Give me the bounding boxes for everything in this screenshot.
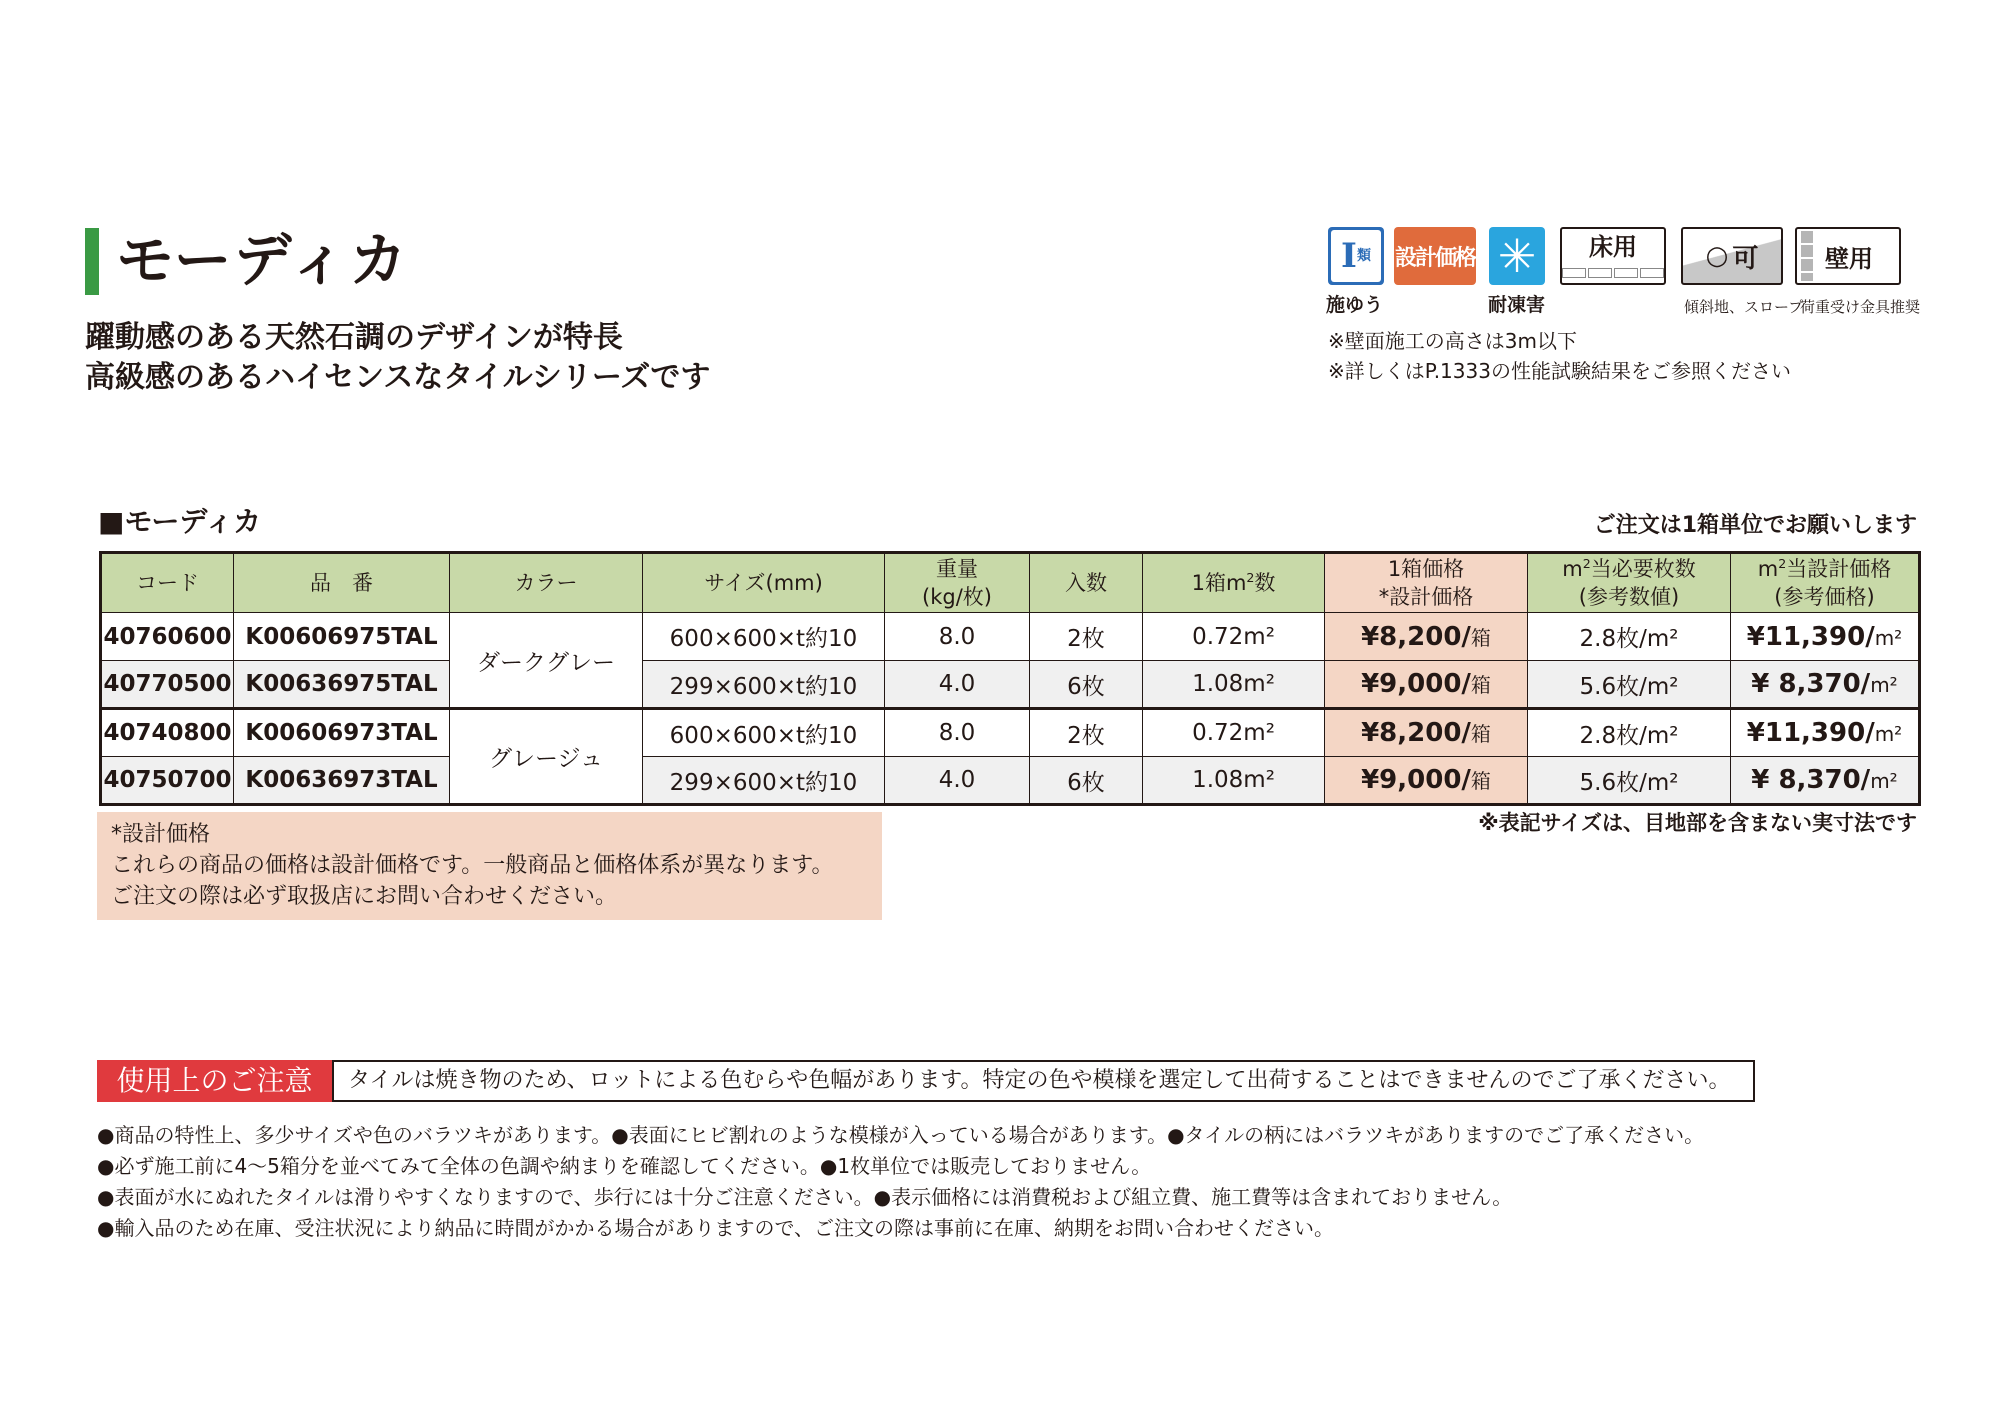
row-color: ダークグレー — [450, 613, 643, 709]
row-qty: 6枚 — [1030, 757, 1143, 805]
row-size: 600×600×t約10 — [643, 709, 885, 757]
row-color: グレージュ — [450, 709, 643, 805]
row-weight: 8.0 — [885, 613, 1030, 661]
row-design-price: ¥ 8,370/m² — [1731, 661, 1920, 709]
frost-resistance-icon — [1489, 227, 1545, 285]
row-box-m2: 0.72m² — [1143, 613, 1325, 661]
table-row — [101, 757, 1920, 805]
header-required-line2: (参考数値) — [1578, 585, 1680, 609]
page-title: モーディカ — [116, 226, 410, 294]
row-design-price: ¥11,390/m² — [1731, 613, 1920, 661]
snowflake-icon: ✳ — [1497, 229, 1537, 283]
header-box-price — [1325, 553, 1528, 613]
subtitle-line-1: 躍動感のある天然石調のデザインが特長 — [85, 320, 623, 355]
header-design-line2: (参考価格) — [1774, 585, 1875, 609]
header-weight-line1: 重量 — [936, 557, 978, 581]
row-box-m2: 1.08m² — [1143, 661, 1325, 709]
slope-ok-icon — [1681, 227, 1783, 285]
floor-use-icon — [1560, 227, 1666, 285]
header-qty: 入数 — [1030, 553, 1143, 613]
row-price: ¥9,000/箱 — [1325, 757, 1528, 805]
row-qty: 6枚 — [1030, 661, 1143, 709]
design-price-line-1: これらの商品の価格は設計価格です。一般商品と価格体系が異なります。 — [111, 853, 834, 878]
caution-bullet-list — [97, 1120, 1704, 1244]
design-price-line-2: ご注文の際は必ず取扱店にお問い合わせください。 — [111, 884, 618, 909]
header-required-tiles — [1528, 553, 1731, 613]
row-design-price: ¥ 8,370/m² — [1731, 757, 1920, 805]
row-design-price: ¥11,390/m² — [1731, 709, 1920, 757]
row-price: ¥8,200/箱 — [1325, 613, 1528, 661]
floor-use-label: 床用 — [1589, 233, 1637, 261]
class-icon-numeral: I — [1341, 236, 1357, 276]
list-item: ●必ず施工前に4～5箱分を並べてみて全体の色調や納まりを確認してください。●1枚単位では販売しておりません。 — [97, 1154, 1152, 1178]
wall-use-icon — [1795, 227, 1901, 285]
row-box-m2: 1.08m² — [1143, 757, 1325, 805]
class-icon-caption: 施ゆう — [1326, 294, 1384, 316]
header-design-line1: $m^2$当設計価格 — [1757, 556, 1892, 581]
row-size: 299×600×t約10 — [643, 757, 885, 805]
frost-icon-caption: 耐凍害 — [1488, 294, 1546, 316]
header-price-line1: 1箱価格 — [1387, 557, 1465, 581]
header-weight-line2: (kg/枚) — [922, 585, 992, 609]
list-item: ●輸入品のため在庫、受注状況により納品に時間がかかる場合がありますので、ご注文の際は事前に在庫、納期をお問い合わせください。 — [97, 1216, 1335, 1240]
row-qty: 2枚 — [1030, 709, 1143, 757]
row-model: K00606975TAL — [234, 613, 450, 661]
row-price: ¥8,200/箱 — [1325, 709, 1528, 757]
header-design-price-per-m2 — [1731, 553, 1920, 613]
header-size: サイズ(mm) — [643, 553, 885, 613]
design-price-note-box — [97, 812, 882, 920]
header-color: カラー — [450, 553, 643, 613]
row-price: ¥9,000/箱 — [1325, 661, 1528, 709]
row-weight: 8.0 — [885, 709, 1030, 757]
row-code: 40770500 — [101, 661, 234, 709]
caution-text: タイルは焼き物のため、ロットによる色むらや色幅があります。特定の色や模様を選定して出荷することはできませんのでご了承ください。 — [332, 1060, 1755, 1102]
size-note: ※表記サイズは、目地部を含まない実寸法です — [1478, 811, 1917, 835]
subtitle-line-2: 高級感のあるハイセンスなタイルシリーズです — [85, 360, 711, 395]
table-header-row — [101, 553, 1920, 613]
row-weight: 4.0 — [885, 757, 1030, 805]
order-note: ご注文は1箱単位でお願いします — [1593, 513, 1917, 538]
row-model: K00606973TAL — [234, 709, 450, 757]
class-icon-label: 類 — [1356, 248, 1371, 264]
design-price-icon: 設計価格 — [1394, 227, 1476, 285]
slope-ok-label: 可 — [1732, 243, 1759, 274]
row-required: 5.6枚/m² — [1528, 661, 1731, 709]
header-price-line2: *設計価格 — [1378, 585, 1474, 609]
wall-height-note: ※壁面施工の高さは3m以下 — [1328, 329, 1577, 353]
row-code: 40760600 — [101, 613, 234, 661]
row-box-m2: 0.72m² — [1143, 709, 1325, 757]
caution-label: 使用上のご注意 — [97, 1060, 332, 1102]
row-model: K00636973TAL — [234, 757, 450, 805]
performance-note: ※詳しくはP.1333の性能試験結果をご参照ください — [1328, 359, 1791, 383]
row-required: 5.6枚/m² — [1528, 757, 1731, 805]
row-required: 2.8枚/m² — [1528, 709, 1731, 757]
row-qty: 2枚 — [1030, 613, 1143, 661]
table-row — [101, 709, 1920, 757]
row-size: 299×600×t約10 — [643, 661, 885, 709]
header-model: 品 番 — [234, 553, 450, 613]
wall-tiles-graphic — [1801, 231, 1813, 281]
wall-icon-caption: 荷重受け金具推奨 — [1800, 298, 1921, 316]
section-label: ■モーディカ — [98, 505, 262, 538]
floor-tiles-graphic — [1562, 268, 1664, 278]
list-item: ●商品の特性上、多少サイズや色のバラツキがあります。●表面にヒビ割れのような模様が入っている場合があります。●タイルの柄にはバラツキがありますのでご了承ください。 — [97, 1123, 1705, 1147]
circle-mark-icon: ○ — [1705, 241, 1729, 271]
row-code: 40740800 — [101, 709, 234, 757]
subtitle — [85, 318, 710, 398]
row-code: 40750700 — [101, 757, 234, 805]
row-model: K00636975TAL — [234, 661, 450, 709]
row-required: 2.8枚/m² — [1528, 613, 1731, 661]
header-box-m2: 1箱$m^2$数 — [1143, 553, 1325, 613]
table-row — [101, 661, 1920, 709]
wall-use-label: 壁用 — [1825, 244, 1873, 273]
title-accent-bar — [85, 228, 99, 295]
design-price-heading: *設計価格 — [111, 822, 211, 847]
row-size: 600×600×t約10 — [643, 613, 885, 661]
row-weight: 4.0 — [885, 661, 1030, 709]
product-table — [99, 551, 1921, 806]
table-row — [101, 613, 1920, 661]
glazed-class-icon — [1328, 227, 1384, 285]
list-item: ●表面が水にぬれたタイルは滑りやすくなりますので、歩行には十分ご注意ください。●表示価格には消費税および組立費、施工費等は含まれておりません。 — [97, 1185, 1513, 1209]
slope-icon-caption: 傾斜地、スロープ — [1684, 298, 1804, 316]
header-weight — [885, 553, 1030, 613]
header-required-line1: $m^2$当必要枚数 — [1562, 556, 1696, 581]
header-code: コード — [101, 553, 234, 613]
